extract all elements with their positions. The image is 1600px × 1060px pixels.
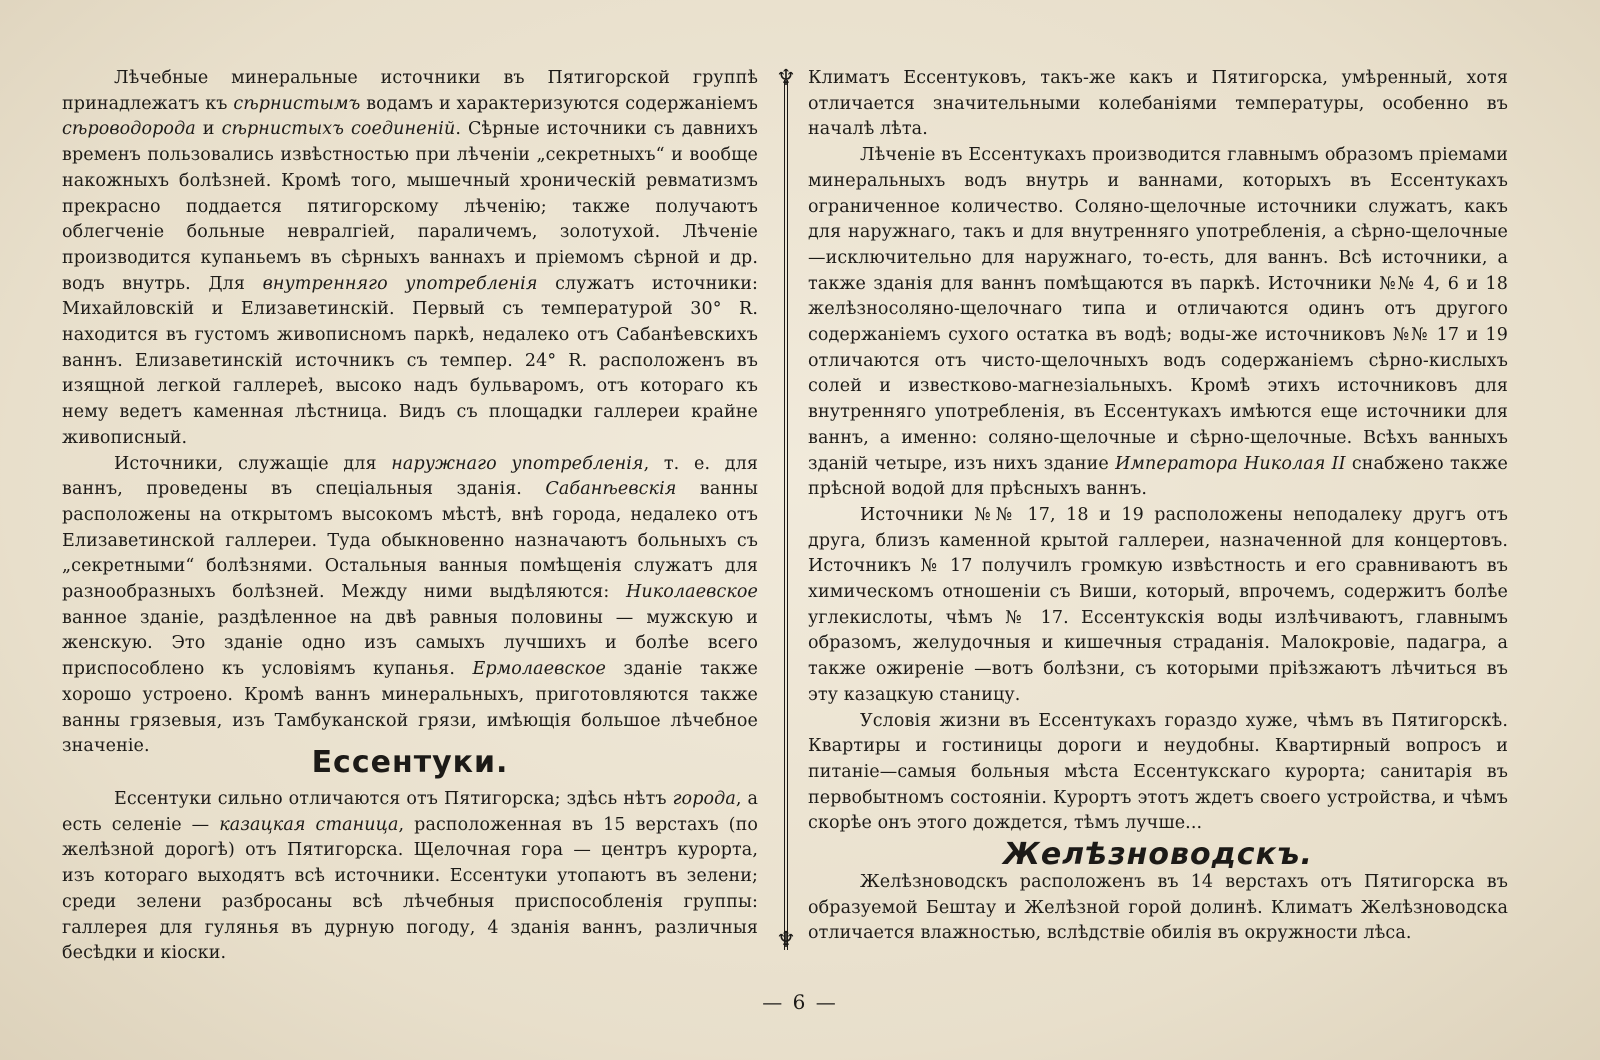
paragraph-living-conditions: Условія жизни въ Ессентукахъ гораздо хуже, чѣмъ въ Пятигорскѣ. Квартиры и гостиницы дороги и неудобны. Квартирный вопросъ и питаніе—самыя больныя мѣста Ессентукскаго курорта; санитарія въ первобытномъ состояніи. Курортъ этотъ ждетъ своего устройства, и чѣмъ скорѣе онъ этого дождется, тѣмъ лучше... <box>808 710 1508 834</box>
paragraph-zheleznovodsk-intro: Желѣзноводскъ расположенъ въ 14 верстахъ отъ Пятигорска въ образуемой Бештау и Желѣзной горой долинѣ. Климатъ Желѣзноводска отличается влажностью, вслѣдствіе обилія въ окружности лѣса. <box>808 872 1508 944</box>
left-column-lower <box>62 787 758 967</box>
heading-essentuki: Ессентуки. <box>311 745 509 780</box>
paragraph-essentuki-climate: Климатъ Ессентуковъ, такъ-же какъ и Пятигорска, умѣренный, хотя отличается значительными колебаніями температуры, особенно въ началѣ лѣта. <box>808 68 1508 140</box>
divider-ornament-top-icon: ♆ <box>776 66 796 91</box>
divider-ornament-bottom-icon: ♆ <box>776 928 796 953</box>
paragraph-pyatigorsk-sources: Лѣчебные минеральные источники въ Пятигорской группѣ принадлежатъ къ сѣрнистымъ водамъ и характеризуются содержаніемъ сѣроводорода и сѣрнистыхъ соединеній. Сѣрные источники съ давнихъ временъ пользовались извѣстностью при лѣченіи „секретныхъ“ и вообще накожныхъ болѣзней. Кромѣ того, мышечный хроническій ревматизмъ прекрасно поддается пятигорскому лѣченію; также получаютъ облегченіе больные невралгіей, параличемъ, золотухой. Лѣченіе производится купаньемъ въ сѣрныхъ ваннахъ и пріемомъ сѣрной и др. водъ внутрь. Для внутренняго употребленія служатъ источники: Михайловскій и Елизаветинскій. Первый съ температурой 30° R. находится въ густомъ живописномъ паркѣ, недалеко отъ Сабанѣевскихъ ваннъ. Елизаветинскій источникъ съ темпер. 24° R. расположенъ въ изящной легкой галлереѣ, высоко надъ бульваромъ, отъ котораго къ нему ведетъ каменная лѣстница. Видъ съ площадки галлереи крайне живописный. <box>62 68 758 448</box>
paragraph-essentuki-intro: Ессентуки сильно отличаются отъ Пятигорска; здѣсь нѣтъ города, а есть селеніе — казацкая станица, расположенная въ 15 верстахъ (по желѣзной дорогѣ) отъ Пятигорска. Щелочная гора — центръ курорта, изъ котораго выходятъ всѣ источники. Ессентуки утопаютъ въ зелени; среди зелени разбросаны всѣ лѣчебныя приспособленія группы: галлерея для гулянья въ дурную погоду, 4 зданія ваннъ, различныя бесѣдки и кіоски. <box>62 789 759 964</box>
right-column <box>808 66 1508 837</box>
paragraph-sources-17-18-19: Источники №№ 17, 18 и 19 расположены неподалеку другъ отъ друга, близъ каменной крытой галлереи, назначенной для концертовъ. Источникъ № 17 получилъ громкую извѣстность и его сравниваютъ въ химическомъ отношеніи съ Виши, который, впрочемъ, содержитъ болѣе углекислоты, чѣмъ № 17. Ессентукскія воды излѣчиваютъ, главнымъ образомъ, желудочныя и кишечныя страданія. Малокровіе, падагра, а также ожиреніе —вотъ болѣзни, съ которыми пріѣзжаютъ лѣчиться въ эту казацкую станицу. <box>808 504 1508 705</box>
heading-zheleznovodsk: Желѣзноводскъ. <box>1003 837 1313 872</box>
page-number: — 6 — <box>762 990 838 1014</box>
paragraph-essentuki-treatment: Лѣченіе въ Ессентукахъ производится главнымъ образомъ пріемами минеральныхъ водъ внутрь и ваннами, которыхъ въ Ессентукахъ ограниченное количество. Соляно-щелочные источники служатъ, какъ для наружнаго, такъ и для внутренняго употребленія, а сѣрно-щелочные—исключительно для наружнаго, то-есть, для ваннъ. Всѣ источники, а также зданія для ваннъ помѣщаются въ паркѣ. Источники №№ 4, 6 и 18 желѣзносоляно-щелочнаго типа и отличаются одинъ отъ другого содержаніемъ сухого остатка въ водѣ; воды-же источниковъ №№ 17 и 19 отличаются отъ чисто-щелочныхъ водъ содержаніемъ сѣрно-кислыхъ солей и известково-магнезіальныхъ. Кромѣ этихъ источниковъ для внутренняго употребленія, въ Ессентукахъ имѣются еще источники для ваннъ, а именно: соляно-щелочные и сѣрно-щелочные. Всѣхъ ванныхъ зданій четыре, изъ нихъ здание Императора Николая II снабжено также прѣсной водой для прѣсныхъ ваннъ. <box>808 145 1508 500</box>
column-divider <box>784 80 788 950</box>
paragraph-external-use: Источники, служащіе для наружнаго употребленія, т. е. для ваннъ, проведены въ спеціальныя зданія. Сабанѣевскія ванны расположены на открытомъ высокомъ мѣстѣ, внѣ города, недалеко отъ Елизаветинской галлереи. Туда обыкновенно назначаютъ больныхъ съ „секретными“ болѣзнями. Остальныя ванныя помѣщенія служатъ для разнообразныхъ болѣзней. Между ними выдѣляются: Николаевское ванное зданіе, раздѣленное на двѣ равныя половины — мужскую и женскую. Это зданіе одно изъ самыхъ лучшихъ и болѣе всего приспособлено къ условіямъ купанья. Ермолаевское зданіе также хорошо устроено. Кромѣ ваннъ минеральныхъ, приготовляются также ванны грязевыя, изъ Тамбуканской грязи, имѣющія большое лѣчебное значеніе. <box>62 453 758 757</box>
left-column <box>62 66 758 760</box>
right-column-lower <box>808 870 1508 947</box>
